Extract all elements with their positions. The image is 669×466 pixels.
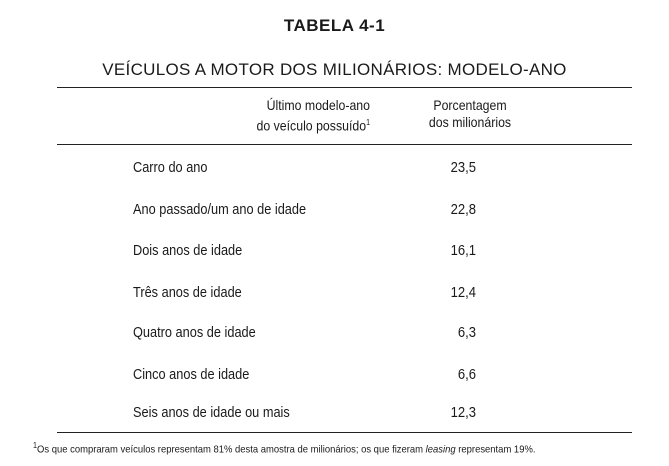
header-rule [57, 144, 632, 145]
column-header-model-year-line2: do veículo possuído$^1$ [256, 117, 370, 134]
table-row [0, 325, 669, 345]
row-value: 16,1 [450, 243, 476, 259]
row-value: 23,5 [450, 160, 476, 176]
table-row [0, 285, 669, 305]
table-row [0, 202, 669, 222]
bottom-rule [57, 432, 632, 433]
row-value: 6,3 [457, 325, 476, 341]
table-title: VEÍCULOS A MOTOR DOS MILIONÁRIOS: MODELO-ANO [102, 60, 567, 79]
column-header-percentage [395, 97, 545, 131]
row-category: Carro do ano [133, 160, 208, 176]
footnote-text-before: Os que compraram veículos representam 81% desta amostra de milionários; os que fizeram [37, 443, 426, 456]
column-header-percentage-line2: dos milionários [428, 114, 512, 130]
row-category: Cinco anos de idade [133, 367, 250, 383]
row-value: 22,8 [450, 202, 476, 218]
row-category: Quatro anos de idade [133, 325, 256, 341]
row-category: Três anos de idade [133, 285, 242, 301]
row-value: 12,4 [450, 285, 476, 301]
row-value: 6,6 [457, 367, 476, 383]
footnote-marker: 1 [366, 118, 370, 127]
row-category: Seis anos de idade ou mais [133, 405, 290, 421]
row-category: Ano passado/um ano de idade [133, 202, 307, 218]
column-header-model-year-line1: Último modelo-ano [266, 97, 370, 113]
row-value: 12,3 [450, 405, 476, 421]
footnote-text-after: representam 19%. [455, 443, 536, 456]
table-row [0, 367, 669, 387]
column-header-model-year [176, 97, 370, 135]
column-header-percentage-line1: Porcentagem [433, 97, 507, 113]
table-row [0, 160, 669, 180]
row-category: Dois anos de idade [133, 243, 243, 259]
table-row [0, 243, 669, 263]
table-number: TABELA 4-1 [283, 16, 386, 35]
footnote [33, 441, 535, 456]
table-row [0, 405, 669, 425]
top-rule [57, 87, 632, 88]
footnote-italic: leasing [425, 443, 456, 456]
footnote-number: 1 [33, 441, 38, 450]
